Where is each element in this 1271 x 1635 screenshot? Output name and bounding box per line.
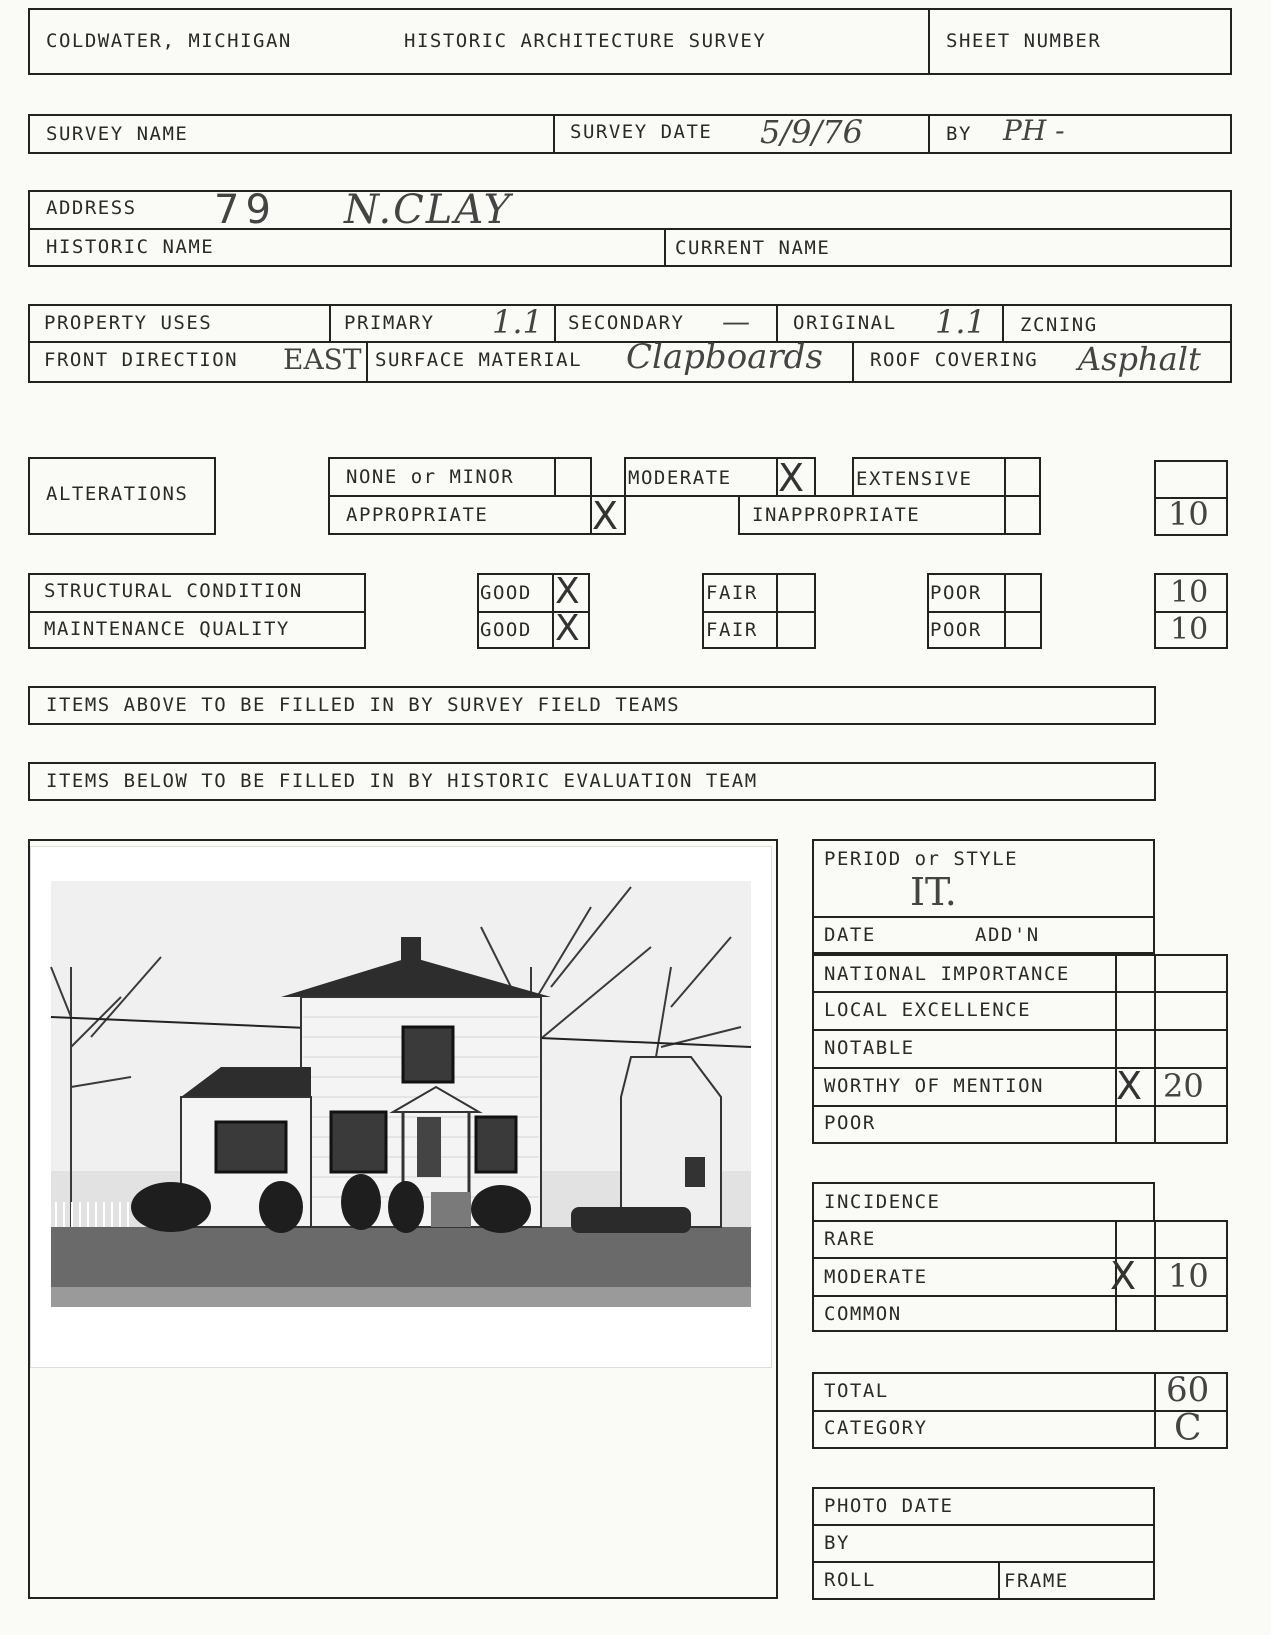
roof-covering-value: Asphalt (1078, 340, 1201, 378)
notable-label: NOTABLE (824, 1037, 915, 1059)
surface-material-value: Clapboards (626, 337, 823, 377)
period-label: PERIOD or STYLE (824, 848, 1019, 870)
zoning-label: ZCNING (1020, 314, 1098, 336)
secondary-value: — (722, 305, 750, 338)
extensive-check-divider (1004, 457, 1006, 497)
property-v4 (1002, 304, 1004, 341)
header-divider (928, 8, 930, 75)
date-label: DATE (824, 924, 876, 946)
property-v5 (366, 341, 368, 383)
historic-current-divider (664, 228, 666, 267)
importance-v1 (1115, 954, 1117, 1144)
structural-score: 10 (1170, 575, 1209, 610)
header-city: COLDWATER, MICHIGAN (46, 30, 292, 52)
fair-divider (702, 611, 816, 613)
appropriate-label: APPROPRIATE (346, 504, 489, 526)
photo-info-h2 (812, 1561, 1155, 1563)
national-importance-label: NATIONAL IMPORTANCE (824, 963, 1070, 985)
eval-poor-label: POOR (824, 1112, 876, 1134)
property-v3 (776, 304, 778, 341)
local-excellence-label: LOCAL EXCELLENCE (824, 999, 1032, 1021)
incidence-h2 (812, 1295, 1228, 1297)
survey-name-label: SURVEY NAME (46, 123, 189, 145)
survey-divider-1 (553, 114, 555, 154)
house-photo (30, 846, 772, 1368)
poor-divider (927, 611, 1042, 613)
incidence-moderate-score: 10 (1168, 1257, 1209, 1295)
rare-label: RARE (824, 1228, 876, 1250)
primary-value: 1.1 (492, 303, 543, 341)
structural-condition-label: STRUCTURAL CONDITION (44, 580, 303, 602)
header-title: HISTORIC ARCHITECTURE SURVEY (404, 30, 767, 52)
maintenance-good-mark: X (555, 608, 580, 649)
total-value: 60 (1166, 1370, 1210, 1410)
current-name-label: CURRENT NAME (675, 237, 831, 259)
survey-divider-2 (928, 114, 930, 154)
importance-h4 (812, 1105, 1228, 1107)
fair-check-divider (776, 573, 778, 649)
maintenance-quality-label: MAINTENANCE QUALITY (44, 618, 290, 640)
incidence-label: INCIDENCE (824, 1191, 941, 1213)
moderate-alt-mark: X (778, 456, 805, 500)
address-street: N.CLAY (344, 187, 512, 233)
maintenance-score: 10 (1170, 612, 1209, 647)
alterations-label: ALTERATIONS (46, 483, 189, 505)
structural-good-mark: X (555, 571, 580, 612)
address-label: ADDRESS (46, 197, 137, 219)
property-uses-label: PROPERTY USES (44, 312, 213, 334)
inappropriate-label: INAPPROPRIATE (752, 504, 921, 526)
house-photo-image (31, 847, 771, 1367)
category-value: C (1174, 1408, 1202, 1449)
note-above: ITEMS ABOVE TO BE FILLED IN BY SURVEY FIELD TEAMS (46, 694, 681, 716)
note-below: ITEMS BELOW TO BE FILLED IN BY HISTORIC EVALUATION TEAM (46, 770, 758, 792)
condition-label-divider (28, 611, 366, 613)
common-label: COMMON (824, 1303, 902, 1325)
incidence-v2 (1154, 1220, 1156, 1332)
total-label: TOTAL (824, 1380, 889, 1402)
front-direction-value: EAST (283, 343, 362, 376)
moderate-alt-label: MODERATE (628, 467, 732, 489)
incidence-h1 (812, 1257, 1228, 1259)
maintenance-poor-label: POOR (930, 619, 982, 641)
photo-info-h1 (812, 1524, 1155, 1526)
good-check-divider (552, 573, 554, 649)
survey-by-value: PH - (1003, 114, 1065, 147)
property-v6 (852, 341, 854, 383)
address-number: 79 (214, 187, 277, 233)
none-minor-check-divider (554, 457, 556, 497)
importance-v2 (1154, 954, 1156, 1144)
property-v1 (329, 304, 331, 341)
alterations-score: 10 (1168, 495, 1209, 533)
period-date-divider (812, 916, 1155, 918)
extensive-label: EXTENSIVE (856, 468, 973, 490)
survey-by-label: BY (946, 123, 972, 145)
none-minor-label: NONE or MINOR (346, 466, 515, 488)
importance-h1 (812, 991, 1228, 993)
category-label: CATEGORY (824, 1417, 928, 1439)
worthy-score: 20 (1163, 1067, 1204, 1105)
front-direction-label: FRONT DIRECTION (44, 349, 239, 371)
property-v2 (554, 304, 556, 341)
photo-date-label: PHOTO DATE (824, 1495, 954, 1517)
appropriate-mark: X (592, 494, 619, 538)
period-value: IT. (910, 870, 957, 914)
surface-material-label: SURFACE MATERIAL (375, 349, 583, 371)
roll-label: ROLL (824, 1569, 876, 1591)
maintenance-good-label: GOOD (480, 619, 532, 641)
secondary-label: SECONDARY (568, 312, 685, 334)
structural-poor-label: POOR (930, 582, 982, 604)
worthy-label: WORTHY OF MENTION (824, 1075, 1044, 1097)
address-divider (28, 228, 1232, 230)
roll-frame-divider (998, 1561, 1000, 1600)
importance-h2 (812, 1029, 1228, 1031)
survey-date-label: SURVEY DATE (570, 121, 713, 143)
frame-label: FRAME (1004, 1570, 1069, 1592)
primary-label: PRIMARY (344, 312, 435, 334)
addn-label: ADD'N (975, 924, 1040, 946)
poor-check-divider (1004, 573, 1006, 649)
historic-name-label: HISTORIC NAME (46, 236, 215, 258)
worthy-mark: X (1116, 1064, 1143, 1108)
incidence-moderate-label: MODERATE (824, 1266, 928, 1288)
structural-fair-label: FAIR (706, 582, 758, 604)
photo-by-label: BY (824, 1532, 850, 1554)
incidence-moderate-mark: X (1110, 1254, 1137, 1298)
original-value: 1.1 (935, 303, 986, 341)
maintenance-fair-label: FAIR (706, 619, 758, 641)
survey-date-value: 5/9/76 (760, 113, 863, 151)
sheet-number-label: SHEET NUMBER (946, 30, 1102, 52)
structural-good-label: GOOD (480, 582, 532, 604)
original-label: ORIGINAL (793, 312, 897, 334)
roof-covering-label: ROOF COVERING (870, 349, 1039, 371)
inappropriate-check-divider (1004, 495, 1006, 535)
totals-divider-h (812, 1410, 1228, 1412)
